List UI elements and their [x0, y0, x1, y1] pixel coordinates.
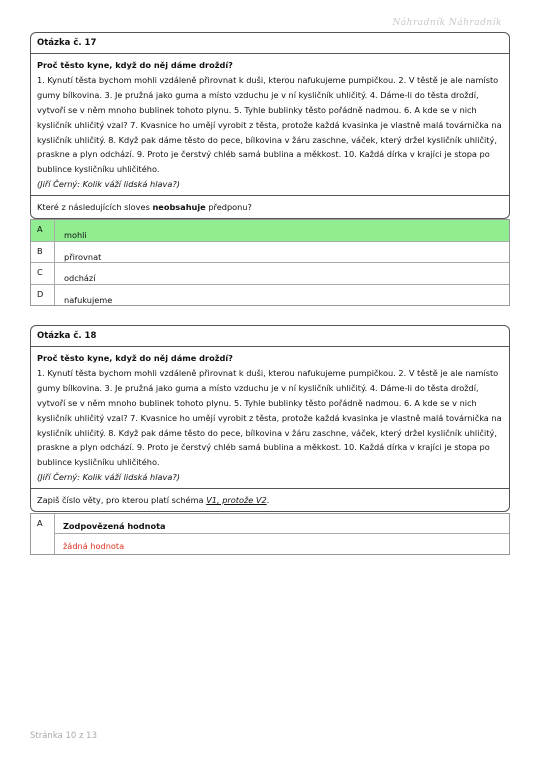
question-18-line: praskne a plyn odchází. 9. Proto je čerstvý chléb samá bublina a měkkost. 10. Každá dírka v krajíci je stopa po	[37, 442, 490, 453]
answer-option-a[interactable]	[31, 220, 509, 241]
prompt-text: Které z následujících sloves	[37, 202, 153, 213]
question-18-prompt	[31, 488, 509, 511]
question-18-line: kysličník uhličitý vzal? 7. Kvasnice ho umějí vyrobit z těsta, protože každá kvasinka je vlastně malá továrnička na	[37, 412, 502, 423]
question-17-text	[31, 53, 509, 195]
answer-value: žádná hodnota	[63, 541, 125, 551]
question-17-line: bublince kysličníku uhličitého.	[37, 164, 160, 175]
answer-option-d[interactable]	[31, 284, 509, 306]
question-17-line: kysličník uhličitý vzal? 7. Kvasnice ho umějí vyrobit z těsta, protože každá kvasinka je vlastně malá továrnička na	[37, 119, 502, 130]
question-17-answers	[30, 219, 510, 306]
question-18-answer	[30, 513, 510, 555]
question-17-line: gumy bílkovina. 3. Je pružná jako guma a místo vzduchu je v ní kysličník uhličitý. 4. Dáme-li do těsta droždí,	[37, 89, 479, 100]
answer-text: mohli	[64, 230, 87, 240]
prompt-text: Zapiš číslo věty, pro kterou platí schéma	[37, 495, 207, 506]
open-answer-row[interactable]	[31, 514, 509, 554]
answer-text: nafukujeme	[64, 294, 113, 305]
question-17-source: (Jiří Černý: Kolik váží lidská hlava?)	[37, 179, 180, 190]
question-18-text	[31, 346, 509, 488]
question-18-header: Otázka č. 18	[37, 331, 97, 341]
question-18	[30, 325, 510, 512]
question-17	[30, 32, 510, 219]
prompt-text: předponu?	[205, 202, 252, 213]
answer-letter: A	[31, 514, 55, 554]
watermark: Náhradník Náhradník	[392, 18, 502, 28]
answer-label: Zodpovězená hodnota	[55, 514, 509, 534]
answer-letter: D	[31, 285, 55, 306]
question-17-line: 1. Kynutí těsta bychom mohli vzdáleně přirovnat k duši, kterou nafukujeme pumpičkou. 2. V těstě je ale namísto	[37, 74, 499, 85]
prompt-emphasis: neobsahuje	[152, 202, 206, 213]
question-17-line: vytvoří se v něm mnoho bublinek tohoto plynu. 5. Tyhle bublinky těsto pořádně nadmou. 6. A kde se v nich	[37, 104, 477, 115]
question-17-line: kysličník uhličitý. 8. Když pak dáme těsto do pece, bílkovina v žáru zaschne, váček, který držel kysličník uhličitý,	[37, 134, 497, 145]
question-18-title: Proč těsto kyne, když do něj dáme droždí?	[37, 353, 233, 363]
answer-letter: B	[31, 242, 55, 263]
page-number: Stránka 10 z 13	[30, 731, 97, 741]
question-18-line: gumy bílkovina. 3. Je pružná jako guma a místo vzduchu je v ní kysličník uhličitý. 4. Dáme-li do těsta droždí,	[37, 382, 479, 393]
question-18-line: vytvoří se v něm mnoho bublinek tohoto plynu. 5. Tyhle bublinky těsto pořádně nadmou. 6. A kde se v nich	[37, 397, 477, 408]
question-17-header: Otázka č. 17	[37, 38, 97, 48]
answer-text: přirovnat	[64, 251, 102, 262]
answer-option-b[interactable]	[31, 241, 509, 263]
question-18-line: bublince kysličníku uhličitého.	[37, 457, 160, 468]
answer-text: odchází	[64, 273, 96, 283]
answer-letter: A	[31, 220, 55, 241]
answer-letter: C	[31, 263, 55, 284]
question-17-line: praskne a plyn odchází. 9. Proto je čerstvý chléb samá bublina a měkkost. 10. Každá dírka v krajíci je stopa po	[37, 149, 490, 160]
question-17-title: Proč těsto kyne, když do něj dáme droždí?	[37, 60, 233, 70]
question-18-line: kysličník uhličitý. 8. Když pak dáme těsto do pece, bílkovina v žáru zaschne, váček, který držel kysličník uhličitý,	[37, 427, 497, 438]
prompt-emphasis: V1, protože V2	[206, 495, 267, 506]
prompt-text: .	[266, 495, 270, 506]
answer-option-c[interactable]	[31, 262, 509, 284]
question-17-prompt	[31, 195, 509, 218]
open-answer-cell	[55, 514, 509, 554]
question-18-source: (Jiří Černý: Kolik váží lidská hlava?)	[37, 472, 180, 483]
question-18-line: 1. Kynutí těsta bychom mohli vzdáleně přirovnat k duši, kterou nafukujeme pumpičkou. 2. V těstě je ale namísto	[37, 367, 499, 378]
